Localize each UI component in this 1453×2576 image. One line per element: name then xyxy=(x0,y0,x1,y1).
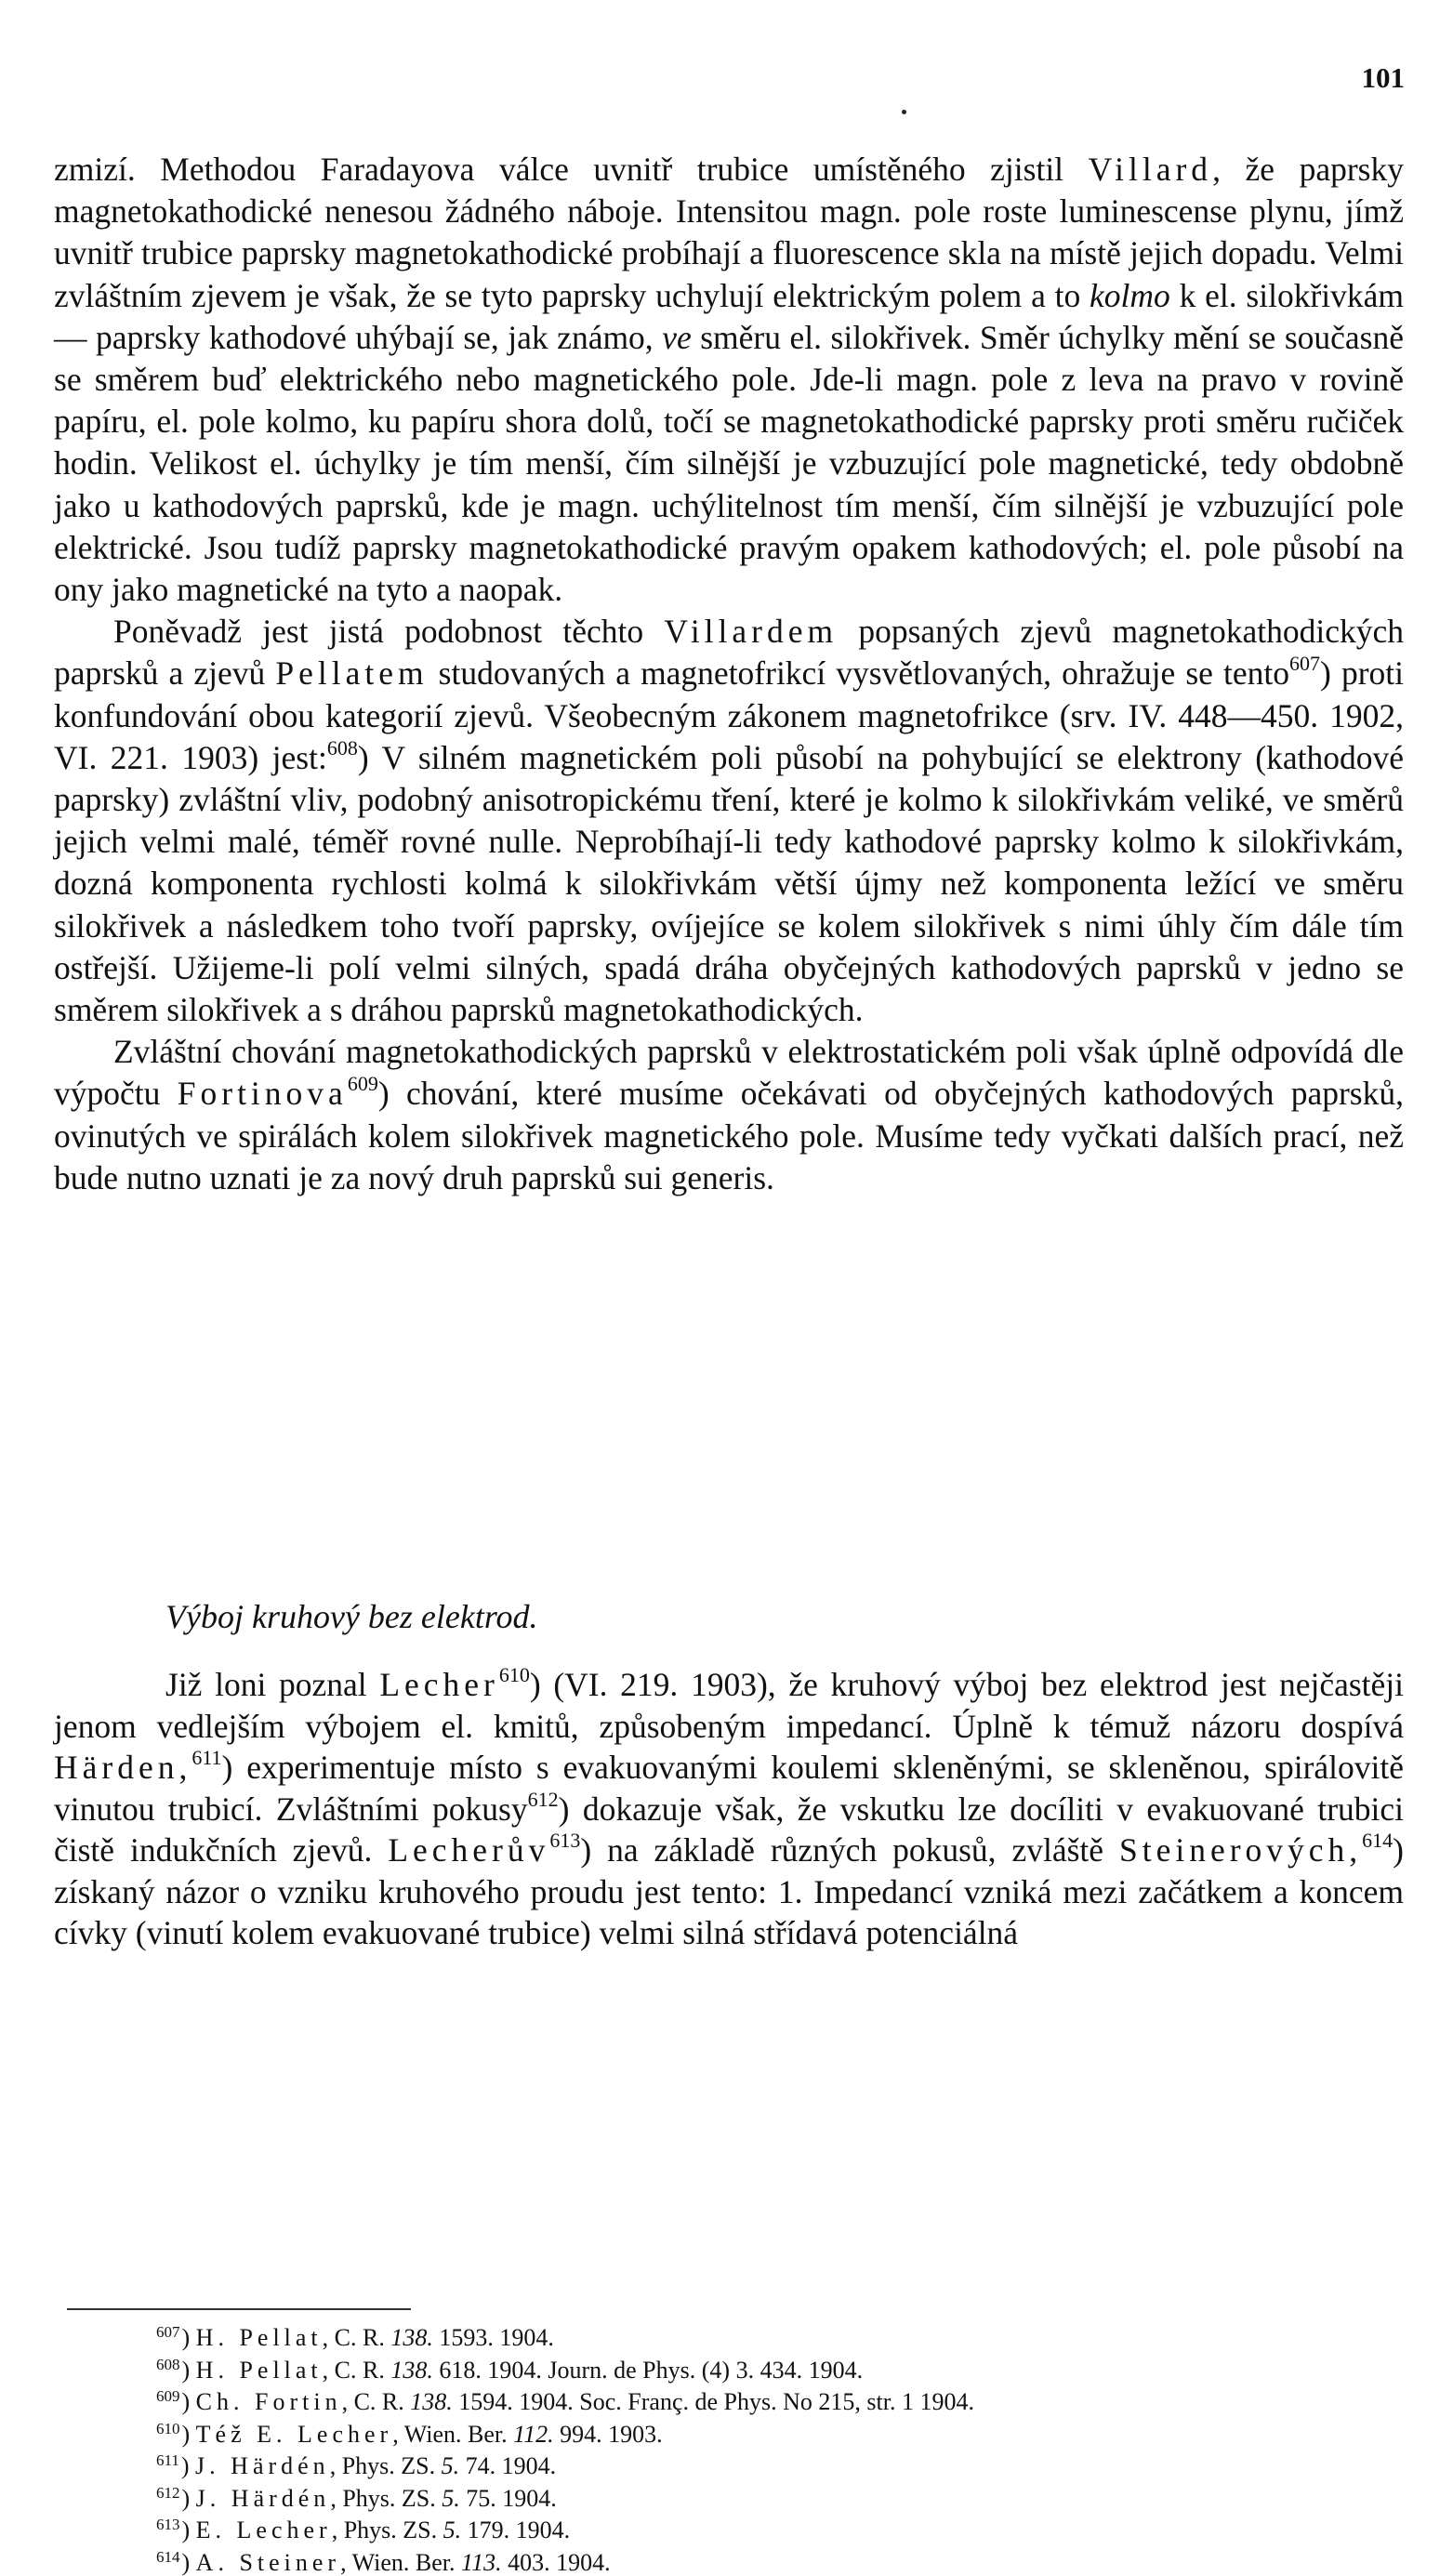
footnote-text: 1594. 1904. Soc. Franç. de Phys. No 215, str. 1 1904. xyxy=(453,2388,974,2415)
text-run: studovaných a magnetofrikcí vysvětlovaných, ohražuje se tento xyxy=(429,654,1289,692)
author-name: Villard xyxy=(1089,151,1212,188)
text-run: Poněvadž jest jistá podobnost těchto xyxy=(113,613,664,650)
footnote-number: 612 xyxy=(156,2484,180,2502)
footnote-author: J. Härdén xyxy=(195,2452,330,2479)
text-run: ) V silném magnetickém poli působí na pohybující se elektrony (kathodové paprsky) zvláštní vliv, podobný anisotropickému tření, které je kolmo k silokřivkám veliké, ve směrů jejich velmi malé, téměř rovné nulle. Neprobíhají-li tedy kathodové paprsky kolmo k silokřivkám, dozná komponenta rychlosti kolmá k silokřivkám větší újmy než komponenta ležící ve směru silokřivek a následkem toho tvoří paprsky, ovíjejíce se kolem silokřivek s nimi úhly čím dále tím ostřejší. Užijeme-li polí velmi silných, spadá dráha obyčejných kathodových paprsků v jedno se směrem silokřivek a s dráhou paprsků magnetokathodických. xyxy=(54,739,1404,1028)
footnote-text: 74. 1904. xyxy=(459,2452,556,2479)
footnote-text: , C. R. xyxy=(342,2388,411,2415)
text-run: ) experimentuje místo s evakuovanými koulemi skleněnými, se skleněnou, spirálovitě vinutou trubicí. Zvláštními pokusy xyxy=(54,1749,1404,1828)
text-run: k el. silokřivkám — paprsky kathodové uhýbají se, jak známo, xyxy=(54,277,1404,356)
author-name: Pellatem xyxy=(275,654,428,692)
footnote-divider xyxy=(67,2308,411,2310)
footnote-text: , Phys. ZS. xyxy=(330,2485,442,2512)
text-run: Již loni poznal xyxy=(165,1666,379,1703)
author-name: Steinerových, xyxy=(1119,1831,1362,1869)
footnote-author: H. Pellat xyxy=(196,2324,323,2351)
footnote-text: , Wien. Ber. xyxy=(340,2549,461,2576)
footnote-ref: 611 xyxy=(192,1746,221,1769)
text-run: ) proti konfundování obou kategorií zjevů. Všeobecným zákonem magnetofrikce (srv. IV. 448—450. 1902, VI. 221. 1903) jest: xyxy=(54,654,1404,775)
footnote-number: 609 xyxy=(156,2387,180,2405)
text-run: ) (VI. 219. 1903), že kruhový výboj bez elektrod jest nejčastěji jenom vedlejším výbojem el. kmitů, způsobeným impedancí. Úplně k témuž názoru dospívá xyxy=(54,1666,1404,1745)
footnote: $^{608}$) H. Pellat, C. R. 138. 618. 1904. Journ. de Phys. (4) 3. 434. 1904. xyxy=(156,2352,1420,2384)
text-run: ) chování, které musíme očekávati od obyčejných kathodových paprsků, ovinutých ve spirálách kolem silokřivek magnetického pole. Musíme tedy vyčkati dalších prací, než bude nutno uznati je za nový druh paprsků sui generis. xyxy=(54,1075,1404,1196)
author-name: Lecherův xyxy=(388,1831,549,1869)
footnote-author: A. Steiner xyxy=(196,2549,340,2576)
footnote-author: E. Lecher xyxy=(196,2517,332,2543)
footnote: $^{613}$) E. Lecher, Phys. ZS. 5. 179. 1904. xyxy=(156,2512,1420,2544)
footnote-volume: 5. xyxy=(442,2485,460,2512)
emphasis: ve xyxy=(662,319,692,356)
footnote-ref: 607 xyxy=(1289,652,1320,675)
footnote: $^{612}$) J. Härdén, Phys. ZS. 5. 75. 1904. xyxy=(156,2480,1420,2513)
footnote-text: 994. 1903. xyxy=(554,2421,663,2448)
author-name: Lecher xyxy=(379,1666,499,1703)
footnotes xyxy=(156,2319,1420,2576)
footnote-number: 610 xyxy=(156,2420,180,2437)
footnote: $^{614}$) A. Steiner, Wien. Ber. 113. 403. 1904. xyxy=(156,2544,1420,2576)
text-run: ) získaný názor o vzniku kruhového proudu jest tento: 1. Impedancí vzniká mezi začátkem a koncem cívky (vinutí kolem evakuované trubice) velmi silná střídavá potenciálná xyxy=(54,1831,1404,1951)
text-run: , že paprsky magnetokathodické nenesou žádného náboje. Intensitou magn. pole roste luminescense plynu, jímž uvnitř trubice paprsky magnetokathodické probíhají a fluorescence skla na místě jejich dopadu. Velmi zvláštním zjevem je však, že se tyto paprsky uchylují elektrickým polem a to xyxy=(54,151,1404,314)
footnote-volume: 5. xyxy=(442,2452,460,2479)
footnote-ref: 608 xyxy=(327,736,358,760)
footnote-text: 1593. 1904. xyxy=(433,2324,554,2351)
print-speck xyxy=(902,110,906,114)
footnote-text: , Wien. Ber. xyxy=(392,2421,513,2448)
footnote-volume: 138. xyxy=(410,2388,453,2415)
text-run: zmizí. Methodou Faradayova válce uvnitř trubice umístěného zjistil xyxy=(54,151,1089,188)
footnote-ref: 609 xyxy=(348,1072,378,1095)
text-run: ) dokazuje však, že vskutku lze docíliti v evakuované trubici čistě indukčních zjevů. xyxy=(54,1790,1404,1869)
footnote-author: H. Pellat xyxy=(196,2357,323,2384)
footnote-volume: 5. xyxy=(443,2517,462,2543)
author-name: Villardem xyxy=(664,613,838,650)
footnote-ref: 614 xyxy=(1362,1829,1393,1852)
footnote-number: 611 xyxy=(156,2451,179,2469)
page-number: 101 xyxy=(1362,61,1406,95)
footnote-text: , C. R. xyxy=(323,2324,391,2351)
footnote-author: Též E. Lecher xyxy=(196,2421,393,2448)
footnote-number: 614 xyxy=(156,2548,180,2566)
footnote-volume: 112. xyxy=(513,2421,554,2448)
footnote-text: , Phys. ZS. xyxy=(330,2452,442,2479)
footnote-ref: 610 xyxy=(499,1663,530,1686)
footnote-author: Ch. Fortin xyxy=(196,2388,342,2415)
footnote: $^{611}$) J. Härdén, Phys. ZS. 5. 74. 1904. xyxy=(156,2448,1420,2480)
footnote-ref: 612 xyxy=(528,1788,559,1811)
text-run: Zvláštní chování magnetokathodických paprsků v elektrostatickém poli však úplně odpovídá dle výpočtu xyxy=(54,1033,1404,1112)
text-run: popsaných zjevů magnetokathodických paprsků a zjevů xyxy=(54,613,1404,692)
text-run: směru el. silokřivek. Směr úchylky mění se současně se směrem buď elektrického nebo magnetického pole. Jde-li magn. pole z leva na pravo v rovině papíru, el. pole kolmo, ku papíru shora dolů, točí se magnetokathodické paprsky proti směru ručiček hodin. Velikost el. úchylky je tím menší, čím silnější je vzbuzující pole magnetické, tedy obdobně jako u kathodových paprsků, kde je magn. uchýlitelnost tím menší, čím silnější je vzbuzující pole elektrické. Jsou tudíž paprsky magnetokathodické pravým opakem kathodových; el. pole působí na ony jako magnetické na tyto a naopak. xyxy=(54,319,1404,608)
paragraph-2 xyxy=(54,611,1404,1031)
section-heading: Výboj kruhový bez elektrod. xyxy=(165,1597,538,1636)
footnote: $^{607}$) H. Pellat, C. R. 138. 1593. 1904. xyxy=(156,2319,1420,2352)
footnote-text: 75. 1904. xyxy=(460,2485,557,2512)
footnote-number: 608 xyxy=(156,2356,180,2373)
footnote-author: J. Härdén xyxy=(196,2485,331,2512)
emphasis: kolmo xyxy=(1090,277,1170,314)
footnote-volume: 138. xyxy=(390,2324,433,2351)
footnote-number: 607 xyxy=(156,2323,180,2341)
footnote-ref: 613 xyxy=(549,1829,580,1852)
main-text xyxy=(54,149,1404,1199)
footnote-text: 179. 1904. xyxy=(461,2517,570,2543)
footnote-number: 613 xyxy=(156,2516,180,2533)
footnote-text: 618. 1904. Journ. de Phys. (4) 3. 434. 1904. xyxy=(433,2357,863,2384)
paragraph-3 xyxy=(54,1031,1404,1199)
author-name: Härden, xyxy=(54,1749,192,1786)
footnote-text: , C. R. xyxy=(323,2357,391,2384)
footnote-volume: 138. xyxy=(390,2357,433,2384)
author-name: Fortinova xyxy=(178,1075,348,1112)
text-run: ) na základě různých pokusů, zvláště xyxy=(580,1831,1119,1869)
footnote-text: 403. 1904. xyxy=(502,2549,611,2576)
paragraph-1 xyxy=(54,149,1404,611)
footnote-text: , Phys. ZS. xyxy=(332,2517,443,2543)
section-text xyxy=(54,1664,1404,1954)
footnote-volume: 113. xyxy=(461,2549,502,2576)
footnote: $^{610}$) Též E. Lecher, Wien. Ber. 112. 994. 1903. xyxy=(156,2416,1420,2449)
paragraph-4 xyxy=(54,1664,1404,1954)
footnote: $^{609}$) Ch. Fortin, C. R. 138. 1594. 1904. Soc. Franç. de Phys. No 215, str. 1 1904. xyxy=(156,2384,1420,2416)
